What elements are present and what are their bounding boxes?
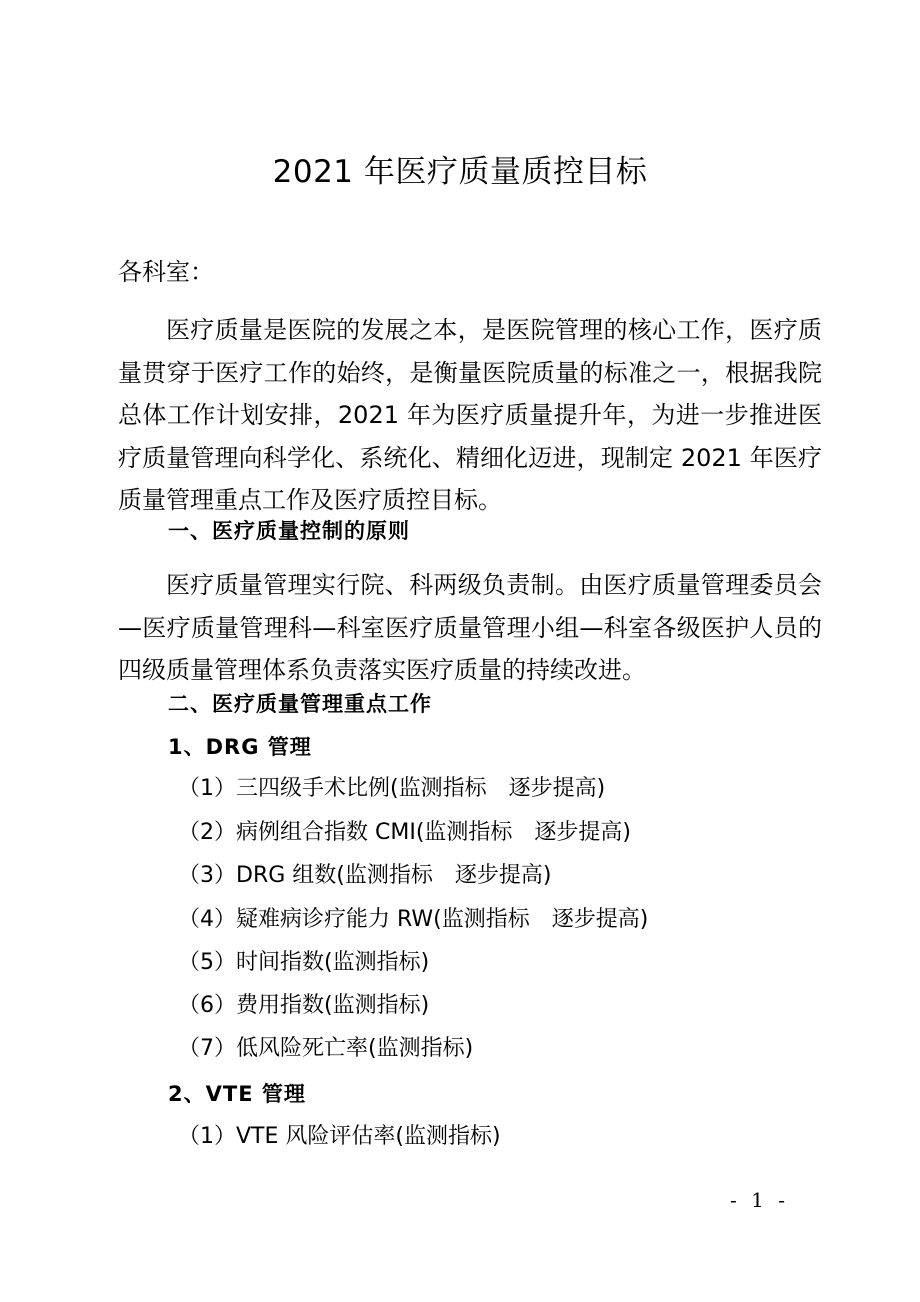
subsection-vte-heading: 2、VTE 管理	[168, 1082, 306, 1106]
list-item: （6）费用指数(监测指标)	[178, 993, 430, 1018]
section-1-heading: 一、医疗质量控制的原则	[168, 519, 410, 543]
list-item: （7）低风险死亡率(监测指标)	[178, 1036, 474, 1061]
section-2-heading: 二、医疗质量管理重点工作	[168, 692, 432, 716]
salutation: 各科室：	[118, 258, 214, 286]
list-item: （5）时间指数(监测指标)	[178, 950, 430, 975]
document-title: 2021 年医疗质量质控目标	[272, 154, 648, 190]
subsection-drg-heading: 1、DRG 管理	[168, 735, 312, 759]
list-item: （2）病例组合指数 CMI(监测指标 逐步提高)	[178, 820, 631, 845]
list-item: （3）DRG 组数(监测指标 逐步提高)	[178, 863, 552, 888]
list-item: （4）疑难病诊疗能力 RW(监测指标 逐步提高)	[178, 907, 649, 932]
section-1-paragraph: 医疗质量管理实行院、科两级负责制。由医疗质量管理委员会—医疗质量管理科—科室医疗质量管理小组—科室各级医护人员的四级质量管理体系负责落实医疗质量的持续改进。	[118, 571, 822, 684]
list-item: （1）VTE 风险评估率(监测指标)	[178, 1124, 501, 1149]
list-item: （1）三四级手术比例(监测指标 逐步提高)	[178, 776, 606, 801]
intro-paragraph: 医疗质量是医院的发展之本，是医院管理的核心工作，医疗质量贯穿于医疗工作的始终，是衡量医院质量的标准之一，根据我院总体工作计划安排，2021 年为医疗质量提升年，为进一步推进医疗质量管理向科学化、系统化、精细化迈进，现制定 2021 年医疗质量管理重点工作及医疗质控目标。	[118, 316, 822, 514]
page-number: - 1 -	[730, 1188, 789, 1212]
